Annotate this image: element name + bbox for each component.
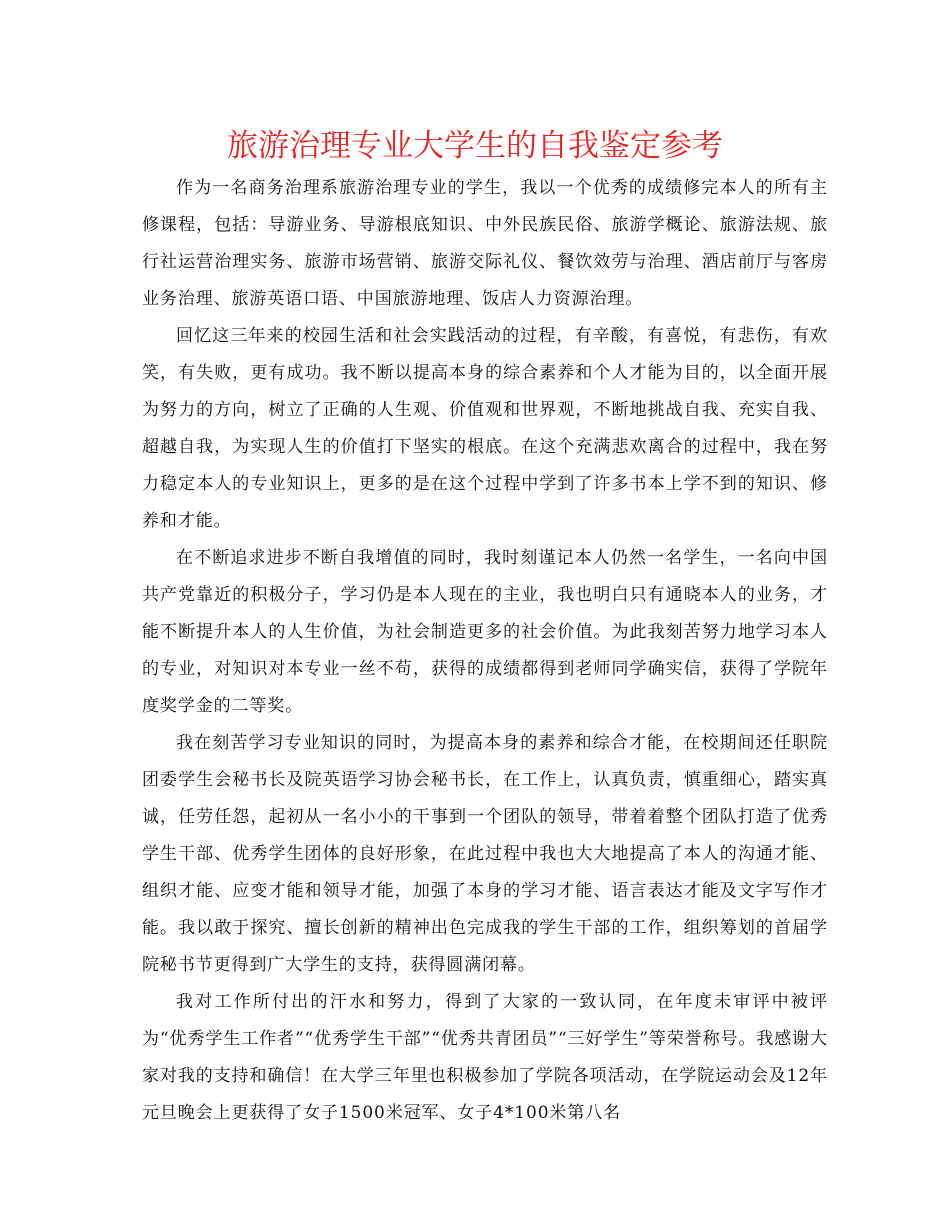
paragraph-reflection: 回忆这三年来的校园生活和社会实践活动的过程，有辛酸，有喜悦，有悲伤，有欢笑，有失败，更有成功。我不断以提高本身的综合素养和个人才能为目的，以全面开展为努力的方向，树立了正确的人生观、价值观和世界观，不断地挑战自我、充实自我、超越自我，为实现人生的价值打下坚实的根底。在这个充满悲欢离合的过程中，我在努力稳定本人的专业知识上，更多的是在这个过程中学到了许多书本上学不到的知识、修养和才能。 xyxy=(142,326,828,531)
document-body xyxy=(142,170,828,1132)
document-title: 旅游治理专业大学生的自我鉴定参考 xyxy=(227,128,723,164)
paragraph-courses: 作为一名商务治理系旅游治理专业的学生，我以一个优秀的成绩修完本人的所有主修课程，包括：导游业务、导游根底知识、中外民族民俗、旅游学概论、旅游法规、旅行社运营治理实务、旅游市场营销、旅游交际礼仪、餐饮效劳与治理、酒店前厅与客房业务治理、旅游英语口语、中国旅游地理、饭店人力资源治理。 xyxy=(142,178,828,309)
paragraph-honors: 我对工作所付出的汗水和努力，得到了大家的一致认同，在年度未审评中被评为“优秀学生工作者”“优秀学生干部”“优秀共青团员”“三好学生”等荣誉称号。我感谢大家对我的支持和确信！在大学三年里也积极参加了学院各项活动，在学院运动会及12年元旦晚会上更获得了女子1500米冠军、女子4*100米第八名 xyxy=(142,992,828,1123)
paragraph-study: 在不断追求进步不断自我增值的同时，我时刻谨记本人仍然一名学生，一名向中国共产党靠近的积极分子，学习仍是本人现在的主业，我也明白只有通晓本人的业务，才能不断提升本人的人生价值，为社会制造更多的社会价值。为此我刻苦努力地学习本人的专业，对知识对本专业一丝不苟，获得的成绩都得到老师同学确实信，获得了学院年度奖学金的二等奖。 xyxy=(142,548,828,716)
paragraph-student-work: 我在刻苦学习专业知识的同时，为提高本身的素养和综合才能，在校期间还任职院团委学生会秘书长及院英语学习协会秘书长，在工作上，认真负责，慎重细心，踏实真诚，任劳任怨，起初从一名小小的干事到一个团队的领导，带着着整个团队打造了优秀学生干部、优秀学生团体的良好形象，在此过程中我也大大地提高了本人的沟通才能、组织才能、应变才能和领导才能，加强了本身的学习才能、语言表达才能及文字写作才能。我以敢于探究、擅长创新的精神出色完成我的学生干部的工作，组织筹划的首届学院秘书节更得到广大学生的支持，获得圆满闭幕。 xyxy=(142,733,828,975)
